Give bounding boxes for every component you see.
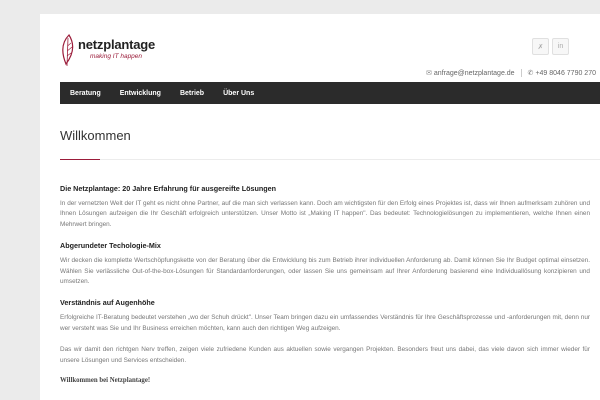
section-heading: Verständnis auf Augenhöhe	[60, 298, 155, 308]
leaf-logo-icon	[60, 34, 78, 68]
brand-name: netzplantage	[78, 37, 156, 52]
main-navigation	[60, 82, 600, 104]
nav-item-ueber-uns[interactable]: Über Uns	[223, 89, 255, 97]
linkedin-icon[interactable]: in	[552, 38, 569, 55]
title-divider	[100, 159, 600, 160]
section-heading: Abgerundeter Techologie-Mix	[60, 241, 161, 251]
brand-tagline: making IT happen	[90, 53, 143, 60]
phone-link[interactable]	[528, 69, 596, 77]
page-title: Willkommen	[60, 128, 131, 143]
main-content	[60, 184, 590, 384]
phone-icon: ✆	[527, 70, 534, 77]
title-accent-line	[60, 159, 100, 160]
nav-item-betrieb[interactable]: Betrieb	[179, 89, 205, 97]
xing-icon[interactable]: ✗	[532, 38, 549, 55]
section-paragraph: Erfolgreiche IT-Beratung bedeutet verstehen „wo der Schuh drückt". Unser Team bringen dazu ein umfassendes Verständnis für Ihre Geschäftsprozesse und -anforderungen mit, denn nur wer versteht was Sie und Ihr Business erreichen möchten, kann auch den richtigen Weg aufzeigen.	[60, 314, 590, 332]
phone-text: +49 8046 7790 270	[535, 70, 596, 77]
nav-item-entwicklung[interactable]: Entwicklung	[119, 89, 161, 97]
email-link[interactable]	[426, 69, 515, 77]
contact-bar	[426, 69, 596, 77]
contact-separator	[521, 69, 522, 77]
email-text: anfrage@netzplantage.de	[433, 70, 515, 77]
section-paragraph: In der vernetzten Welt der IT geht es nicht ohne Partner, auf die man sich verlassen kann. Doch am wichtigsten für den Erfolg eines Projektes ist, dass wir Ihnen aufmerksam zuhören und Ihnen Lösungen aufzeigen die Ihr Geschäft erfolgreich unterstützen. Unser Motto ist „Making IT happen". Das bedeutet: Technologielösungen zu implementieren, welche Ihnen einen Mehrwert bringen.	[60, 200, 590, 228]
nav-item-beratung[interactable]: Beratung	[70, 89, 101, 97]
section-paragraph: Wir decken die komplette Wertschöpfungskette von der Beratung über die Entwicklung bis zum Betrieb ihrer individuellen Anforderung ab. Damit können Sie Ihr Budget optimal einsetzen. Wählen Sie verlässliche Out-of-the-box-Lösungen für Standardanforderungen, oder lassen Sie uns gemeinsam auf Ihrer Anforderung basierend eine Individuallösung konzipieren und umsetzen.	[60, 257, 590, 286]
signoff-text: Willkommen bei Netzplantage!	[60, 377, 151, 385]
social-links	[532, 38, 569, 55]
section-paragraph: Das wir damit den richtgen Nerv treffen, zeigen viele zufriedene Kunden aus aktuellen sowie vergangen Projekten. Besonders freut uns dabei, das viele davon sich immer wieder für unsere Lösungen und Services entscheiden.	[60, 346, 590, 364]
envelope-icon: ✉	[426, 70, 432, 77]
section-heading: Die Netzplantage: 20 Jahre Erfahrung für ausgereifte Lösungen	[60, 184, 277, 193]
logo[interactable]	[60, 32, 190, 72]
page-container	[40, 14, 600, 400]
